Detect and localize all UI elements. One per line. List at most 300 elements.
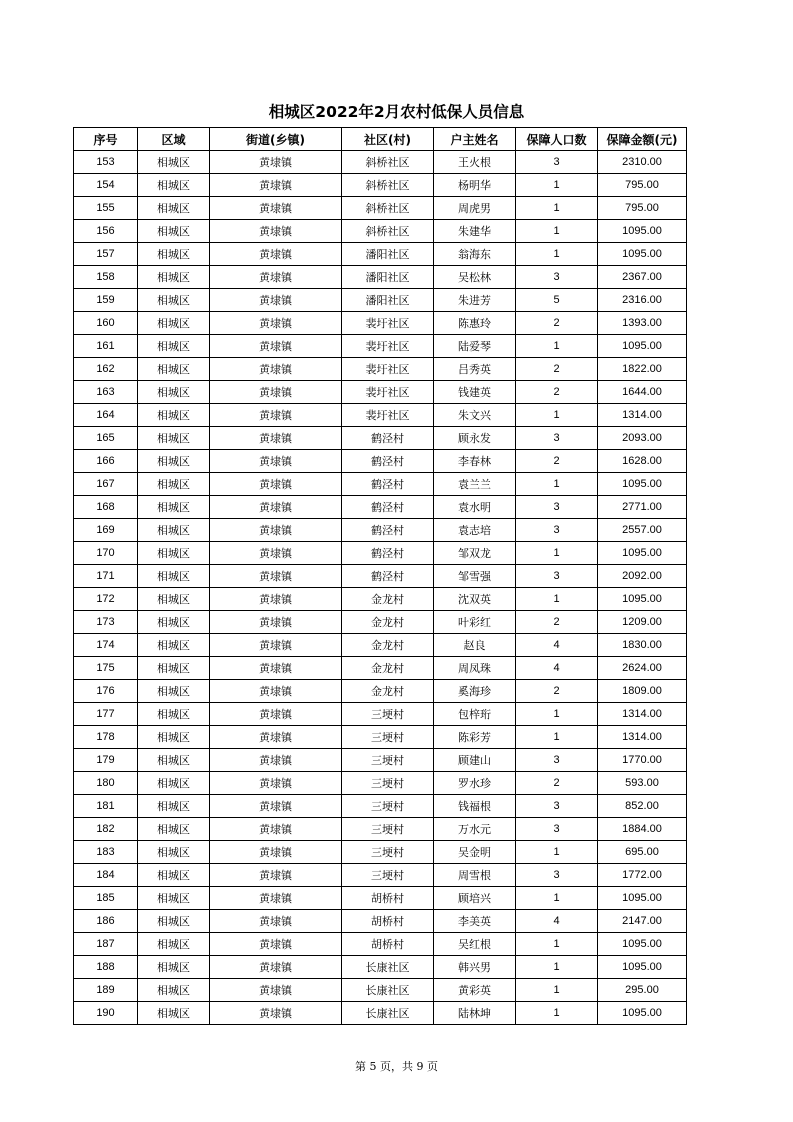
cell-index: 188 xyxy=(74,956,138,979)
table-row xyxy=(74,818,687,841)
cell-householder: 陈彩芳 xyxy=(434,726,516,749)
cell-district: 相城区 xyxy=(138,979,210,1002)
cell-index: 178 xyxy=(74,726,138,749)
cell-district: 相城区 xyxy=(138,726,210,749)
cell-community: 鹤泾村 xyxy=(342,542,434,565)
cell-persons: 1 xyxy=(516,1002,598,1025)
cell-community: 鹤泾村 xyxy=(342,565,434,588)
cell-householder: 李美英 xyxy=(434,910,516,933)
cell-amount: 1772.00 xyxy=(598,864,687,887)
col-header-persons: 保障人口数 xyxy=(516,128,598,151)
table-row xyxy=(74,151,687,174)
cell-persons: 3 xyxy=(516,818,598,841)
cell-town: 黄埭镇 xyxy=(210,749,342,772)
cell-persons: 1 xyxy=(516,220,598,243)
cell-index: 179 xyxy=(74,749,138,772)
cell-amount: 1393.00 xyxy=(598,312,687,335)
cell-amount: 2316.00 xyxy=(598,289,687,312)
cell-amount: 1095.00 xyxy=(598,335,687,358)
low-income-table xyxy=(73,127,687,1025)
cell-amount: 1095.00 xyxy=(598,956,687,979)
cell-householder: 黄彩英 xyxy=(434,979,516,1002)
cell-district: 相城区 xyxy=(138,335,210,358)
cell-district: 相城区 xyxy=(138,657,210,680)
table-row xyxy=(74,634,687,657)
cell-index: 163 xyxy=(74,381,138,404)
cell-district: 相城区 xyxy=(138,933,210,956)
cell-community: 鹤泾村 xyxy=(342,450,434,473)
cell-index: 171 xyxy=(74,565,138,588)
cell-persons: 1 xyxy=(516,887,598,910)
cell-community: 三埂村 xyxy=(342,726,434,749)
cell-town: 黄埭镇 xyxy=(210,979,342,1002)
cell-index: 176 xyxy=(74,680,138,703)
col-header-amount: 保障金额(元) xyxy=(598,128,687,151)
cell-community: 金龙村 xyxy=(342,588,434,611)
table-row xyxy=(74,220,687,243)
cell-persons: 1 xyxy=(516,197,598,220)
cell-householder: 邹雪强 xyxy=(434,565,516,588)
cell-index: 159 xyxy=(74,289,138,312)
cell-persons: 3 xyxy=(516,427,598,450)
cell-district: 相城区 xyxy=(138,749,210,772)
table-body xyxy=(74,151,687,1025)
cell-index: 183 xyxy=(74,841,138,864)
cell-community: 裴圩社区 xyxy=(342,312,434,335)
cell-persons: 3 xyxy=(516,151,598,174)
cell-district: 相城区 xyxy=(138,358,210,381)
cell-householder: 李春林 xyxy=(434,450,516,473)
cell-amount: 1095.00 xyxy=(598,887,687,910)
cell-district: 相城区 xyxy=(138,404,210,427)
cell-persons: 2 xyxy=(516,680,598,703)
cell-town: 黄埭镇 xyxy=(210,841,342,864)
cell-index: 168 xyxy=(74,496,138,519)
cell-town: 黄埭镇 xyxy=(210,496,342,519)
cell-town: 黄埭镇 xyxy=(210,588,342,611)
cell-district: 相城区 xyxy=(138,243,210,266)
cell-index: 160 xyxy=(74,312,138,335)
table-row xyxy=(74,703,687,726)
cell-persons: 2 xyxy=(516,772,598,795)
table-row xyxy=(74,588,687,611)
cell-index: 187 xyxy=(74,933,138,956)
cell-district: 相城区 xyxy=(138,174,210,197)
cell-amount: 2310.00 xyxy=(598,151,687,174)
cell-district: 相城区 xyxy=(138,795,210,818)
cell-householder: 周雪根 xyxy=(434,864,516,887)
cell-index: 190 xyxy=(74,1002,138,1025)
cell-town: 黄埭镇 xyxy=(210,933,342,956)
table-row xyxy=(74,174,687,197)
table-row xyxy=(74,657,687,680)
cell-persons: 3 xyxy=(516,266,598,289)
cell-amount: 1809.00 xyxy=(598,680,687,703)
table-row xyxy=(74,841,687,864)
cell-index: 164 xyxy=(74,404,138,427)
table-row xyxy=(74,979,687,1002)
cell-persons: 4 xyxy=(516,634,598,657)
table-row xyxy=(74,542,687,565)
cell-town: 黄埭镇 xyxy=(210,1002,342,1025)
cell-town: 黄埭镇 xyxy=(210,818,342,841)
cell-amount: 1644.00 xyxy=(598,381,687,404)
cell-amount: 1314.00 xyxy=(598,703,687,726)
cell-town: 黄埭镇 xyxy=(210,473,342,496)
cell-amount: 1314.00 xyxy=(598,726,687,749)
cell-index: 189 xyxy=(74,979,138,1002)
cell-community: 鹤泾村 xyxy=(342,473,434,496)
cell-amount: 2367.00 xyxy=(598,266,687,289)
cell-amount: 2092.00 xyxy=(598,565,687,588)
cell-amount: 1095.00 xyxy=(598,220,687,243)
cell-district: 相城区 xyxy=(138,289,210,312)
cell-householder: 袁志培 xyxy=(434,519,516,542)
table-row xyxy=(74,289,687,312)
cell-persons: 1 xyxy=(516,956,598,979)
cell-persons: 3 xyxy=(516,565,598,588)
cell-town: 黄埭镇 xyxy=(210,266,342,289)
table-row xyxy=(74,910,687,933)
cell-district: 相城区 xyxy=(138,956,210,979)
table-row xyxy=(74,496,687,519)
table-row xyxy=(74,427,687,450)
cell-community: 金龙村 xyxy=(342,680,434,703)
cell-persons: 4 xyxy=(516,657,598,680)
cell-community: 斜桥社区 xyxy=(342,151,434,174)
cell-index: 184 xyxy=(74,864,138,887)
cell-community: 长康社区 xyxy=(342,956,434,979)
cell-district: 相城区 xyxy=(138,841,210,864)
page-footer: 第 5 页，共 9 页 xyxy=(355,1060,438,1073)
cell-persons: 2 xyxy=(516,381,598,404)
cell-town: 黄埭镇 xyxy=(210,289,342,312)
cell-persons: 1 xyxy=(516,933,598,956)
cell-town: 黄埭镇 xyxy=(210,220,342,243)
cell-town: 黄埭镇 xyxy=(210,910,342,933)
cell-persons: 1 xyxy=(516,726,598,749)
table-row xyxy=(74,680,687,703)
cell-householder: 吴金明 xyxy=(434,841,516,864)
table-row xyxy=(74,381,687,404)
cell-district: 相城区 xyxy=(138,703,210,726)
cell-index: 157 xyxy=(74,243,138,266)
cell-householder: 杨明华 xyxy=(434,174,516,197)
cell-amount: 1830.00 xyxy=(598,634,687,657)
table-row xyxy=(74,358,687,381)
cell-town: 黄埭镇 xyxy=(210,703,342,726)
cell-persons: 4 xyxy=(516,910,598,933)
table-row xyxy=(74,772,687,795)
col-header-householder: 户主姓名 xyxy=(434,128,516,151)
cell-householder: 沈双英 xyxy=(434,588,516,611)
cell-community: 鹤泾村 xyxy=(342,427,434,450)
cell-persons: 1 xyxy=(516,979,598,1002)
cell-town: 黄埭镇 xyxy=(210,312,342,335)
cell-persons: 2 xyxy=(516,611,598,634)
cell-town: 黄埭镇 xyxy=(210,404,342,427)
cell-community: 三埂村 xyxy=(342,818,434,841)
cell-amount: 2147.00 xyxy=(598,910,687,933)
cell-householder: 吕秀英 xyxy=(434,358,516,381)
cell-householder: 朱建华 xyxy=(434,220,516,243)
cell-index: 170 xyxy=(74,542,138,565)
cell-district: 相城区 xyxy=(138,519,210,542)
cell-community: 金龙村 xyxy=(342,634,434,657)
cell-persons: 1 xyxy=(516,243,598,266)
cell-householder: 朱文兴 xyxy=(434,404,516,427)
cell-district: 相城区 xyxy=(138,864,210,887)
cell-community: 胡桥村 xyxy=(342,910,434,933)
cell-index: 158 xyxy=(74,266,138,289)
cell-district: 相城区 xyxy=(138,427,210,450)
cell-town: 黄埭镇 xyxy=(210,335,342,358)
cell-community: 金龙村 xyxy=(342,611,434,634)
col-header-town: 街道(乡镇) xyxy=(210,128,342,151)
cell-index: 175 xyxy=(74,657,138,680)
cell-index: 169 xyxy=(74,519,138,542)
cell-town: 黄埭镇 xyxy=(210,795,342,818)
cell-town: 黄埭镇 xyxy=(210,174,342,197)
cell-amount: 795.00 xyxy=(598,197,687,220)
cell-district: 相城区 xyxy=(138,450,210,473)
cell-index: 156 xyxy=(74,220,138,243)
cell-index: 161 xyxy=(74,335,138,358)
cell-town: 黄埭镇 xyxy=(210,634,342,657)
cell-amount: 2624.00 xyxy=(598,657,687,680)
cell-town: 黄埭镇 xyxy=(210,358,342,381)
cell-householder: 袁水明 xyxy=(434,496,516,519)
cell-householder: 陆爱琴 xyxy=(434,335,516,358)
cell-index: 167 xyxy=(74,473,138,496)
cell-community: 斜桥社区 xyxy=(342,220,434,243)
table-row xyxy=(74,473,687,496)
cell-index: 172 xyxy=(74,588,138,611)
table-header-row xyxy=(74,128,687,151)
cell-town: 黄埭镇 xyxy=(210,519,342,542)
cell-index: 174 xyxy=(74,634,138,657)
cell-householder: 袁兰兰 xyxy=(434,473,516,496)
cell-community: 三埂村 xyxy=(342,772,434,795)
cell-town: 黄埭镇 xyxy=(210,956,342,979)
cell-town: 黄埭镇 xyxy=(210,151,342,174)
table-row xyxy=(74,197,687,220)
cell-town: 黄埭镇 xyxy=(210,611,342,634)
cell-community: 裴圩社区 xyxy=(342,381,434,404)
cell-community: 胡桥村 xyxy=(342,933,434,956)
cell-amount: 1095.00 xyxy=(598,473,687,496)
col-header-district: 区域 xyxy=(138,128,210,151)
table-row xyxy=(74,450,687,473)
cell-persons: 5 xyxy=(516,289,598,312)
cell-town: 黄埭镇 xyxy=(210,381,342,404)
cell-householder: 赵良 xyxy=(434,634,516,657)
cell-community: 三埂村 xyxy=(342,795,434,818)
cell-district: 相城区 xyxy=(138,680,210,703)
cell-amount: 1095.00 xyxy=(598,542,687,565)
cell-town: 黄埭镇 xyxy=(210,726,342,749)
cell-persons: 2 xyxy=(516,358,598,381)
cell-amount: 2093.00 xyxy=(598,427,687,450)
cell-index: 177 xyxy=(74,703,138,726)
cell-district: 相城区 xyxy=(138,772,210,795)
cell-householder: 万水元 xyxy=(434,818,516,841)
cell-district: 相城区 xyxy=(138,473,210,496)
cell-community: 潘阳社区 xyxy=(342,289,434,312)
cell-district: 相城区 xyxy=(138,565,210,588)
cell-persons: 1 xyxy=(516,588,598,611)
cell-district: 相城区 xyxy=(138,496,210,519)
cell-householder: 钱福根 xyxy=(434,795,516,818)
cell-district: 相城区 xyxy=(138,220,210,243)
table-row xyxy=(74,726,687,749)
cell-district: 相城区 xyxy=(138,542,210,565)
cell-community: 长康社区 xyxy=(342,979,434,1002)
cell-householder: 王火根 xyxy=(434,151,516,174)
cell-community: 鹤泾村 xyxy=(342,496,434,519)
cell-index: 162 xyxy=(74,358,138,381)
table-row xyxy=(74,404,687,427)
cell-community: 裴圩社区 xyxy=(342,404,434,427)
cell-amount: 1095.00 xyxy=(598,243,687,266)
cell-community: 斜桥社区 xyxy=(342,197,434,220)
cell-amount: 795.00 xyxy=(598,174,687,197)
cell-community: 三埂村 xyxy=(342,841,434,864)
cell-householder: 罗水珍 xyxy=(434,772,516,795)
cell-persons: 3 xyxy=(516,749,598,772)
cell-amount: 1095.00 xyxy=(598,1002,687,1025)
cell-index: 185 xyxy=(74,887,138,910)
table-row xyxy=(74,956,687,979)
table-row xyxy=(74,312,687,335)
cell-amount: 295.00 xyxy=(598,979,687,1002)
cell-amount: 2771.00 xyxy=(598,496,687,519)
cell-householder: 顾建山 xyxy=(434,749,516,772)
cell-persons: 2 xyxy=(516,450,598,473)
cell-amount: 2557.00 xyxy=(598,519,687,542)
cell-householder: 陆林坤 xyxy=(434,1002,516,1025)
cell-town: 黄埭镇 xyxy=(210,887,342,910)
cell-district: 相城区 xyxy=(138,887,210,910)
cell-community: 三埂村 xyxy=(342,749,434,772)
cell-community: 金龙村 xyxy=(342,657,434,680)
cell-index: 182 xyxy=(74,818,138,841)
cell-householder: 周虎男 xyxy=(434,197,516,220)
cell-district: 相城区 xyxy=(138,1002,210,1025)
cell-amount: 1095.00 xyxy=(598,933,687,956)
cell-town: 黄埭镇 xyxy=(210,450,342,473)
cell-town: 黄埭镇 xyxy=(210,243,342,266)
cell-district: 相城区 xyxy=(138,381,210,404)
cell-householder: 邹双龙 xyxy=(434,542,516,565)
cell-householder: 韩兴男 xyxy=(434,956,516,979)
table-row xyxy=(74,335,687,358)
cell-community: 裴圩社区 xyxy=(342,335,434,358)
cell-householder: 朱进芳 xyxy=(434,289,516,312)
cell-persons: 2 xyxy=(516,312,598,335)
cell-persons: 3 xyxy=(516,496,598,519)
cell-town: 黄埭镇 xyxy=(210,542,342,565)
cell-community: 胡桥村 xyxy=(342,887,434,910)
table-row xyxy=(74,1002,687,1025)
cell-index: 154 xyxy=(74,174,138,197)
cell-amount: 1822.00 xyxy=(598,358,687,381)
cell-householder: 奚海珍 xyxy=(434,680,516,703)
cell-district: 相城区 xyxy=(138,151,210,174)
cell-householder: 陈惠玲 xyxy=(434,312,516,335)
cell-householder: 叶彩红 xyxy=(434,611,516,634)
cell-persons: 1 xyxy=(516,174,598,197)
cell-community: 鹤泾村 xyxy=(342,519,434,542)
cell-householder: 顾永发 xyxy=(434,427,516,450)
cell-town: 黄埭镇 xyxy=(210,772,342,795)
cell-index: 180 xyxy=(74,772,138,795)
cell-householder: 周凤珠 xyxy=(434,657,516,680)
cell-householder: 钱建英 xyxy=(434,381,516,404)
cell-persons: 3 xyxy=(516,795,598,818)
cell-amount: 1770.00 xyxy=(598,749,687,772)
cell-persons: 1 xyxy=(516,841,598,864)
cell-householder: 顾培兴 xyxy=(434,887,516,910)
cell-district: 相城区 xyxy=(138,588,210,611)
cell-district: 相城区 xyxy=(138,818,210,841)
cell-amount: 695.00 xyxy=(598,841,687,864)
cell-persons: 3 xyxy=(516,519,598,542)
cell-district: 相城区 xyxy=(138,611,210,634)
cell-index: 165 xyxy=(74,427,138,450)
table-row xyxy=(74,933,687,956)
cell-index: 155 xyxy=(74,197,138,220)
table-row xyxy=(74,519,687,542)
cell-index: 186 xyxy=(74,910,138,933)
table-row xyxy=(74,795,687,818)
cell-persons: 1 xyxy=(516,473,598,496)
cell-index: 166 xyxy=(74,450,138,473)
cell-householder: 吴红根 xyxy=(434,933,516,956)
cell-amount: 852.00 xyxy=(598,795,687,818)
cell-community: 斜桥社区 xyxy=(342,174,434,197)
cell-town: 黄埭镇 xyxy=(210,864,342,887)
cell-district: 相城区 xyxy=(138,197,210,220)
cell-amount: 1095.00 xyxy=(598,588,687,611)
table-row xyxy=(74,887,687,910)
cell-community: 三埂村 xyxy=(342,703,434,726)
cell-index: 153 xyxy=(74,151,138,174)
cell-persons: 1 xyxy=(516,404,598,427)
table-row xyxy=(74,611,687,634)
cell-district: 相城区 xyxy=(138,634,210,657)
cell-community: 潘阳社区 xyxy=(342,266,434,289)
table-row xyxy=(74,864,687,887)
cell-persons: 1 xyxy=(516,542,598,565)
cell-index: 181 xyxy=(74,795,138,818)
cell-persons: 1 xyxy=(516,335,598,358)
cell-town: 黄埭镇 xyxy=(210,680,342,703)
cell-amount: 1628.00 xyxy=(598,450,687,473)
table-row xyxy=(74,243,687,266)
cell-persons: 1 xyxy=(516,703,598,726)
cell-amount: 1884.00 xyxy=(598,818,687,841)
cell-town: 黄埭镇 xyxy=(210,427,342,450)
cell-community: 三埂村 xyxy=(342,864,434,887)
cell-index: 173 xyxy=(74,611,138,634)
cell-householder: 翁海东 xyxy=(434,243,516,266)
cell-amount: 1209.00 xyxy=(598,611,687,634)
cell-amount: 1314.00 xyxy=(598,404,687,427)
cell-persons: 3 xyxy=(516,864,598,887)
table-row xyxy=(74,749,687,772)
cell-community: 裴圩社区 xyxy=(342,358,434,381)
